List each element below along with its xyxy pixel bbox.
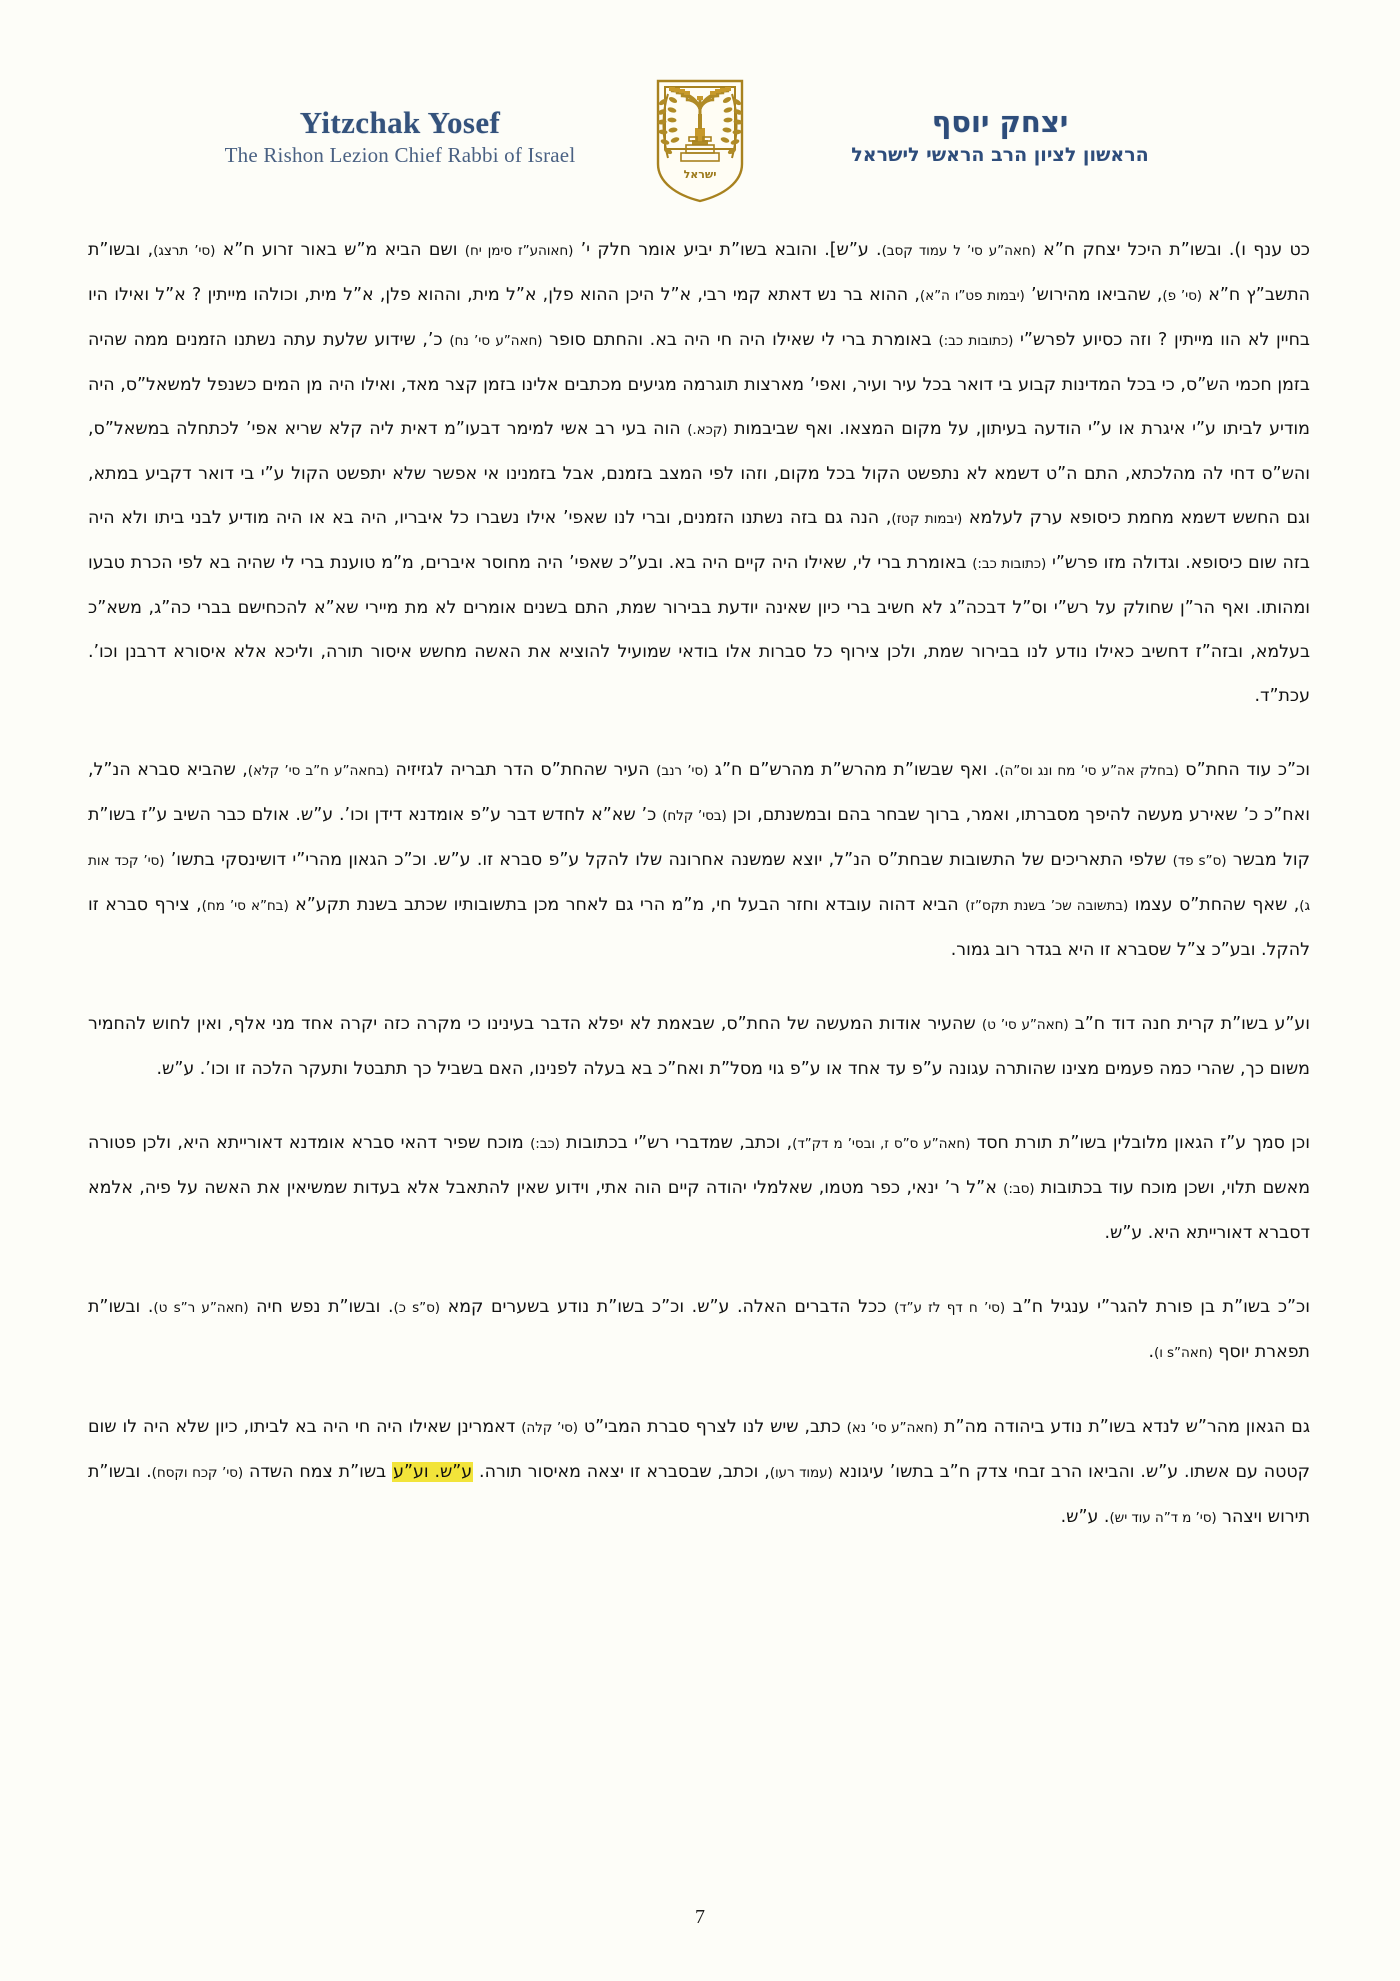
paragraph (88, 1285, 1310, 1375)
source-citation: (כב:) (530, 1136, 560, 1152)
source-citation: (ס”s כ) (393, 1300, 440, 1316)
source-citation: (חאה”ע סי’ נא) (846, 1420, 939, 1436)
letterhead-hebrew-block (765, 78, 1235, 167)
body-run: . ע”ש]. והובא בשו”ת יביע אומר חלק י’ (573, 240, 882, 260)
svg-text:ישראל: ישראל (683, 168, 717, 181)
chief-rabbi-title-hebrew: הראשון לציון הרב הראשי לישראל (851, 144, 1149, 167)
paragraph (88, 1002, 1310, 1091)
source-citation: (סי’ פ) (1162, 288, 1202, 304)
body-run: כט ענף ו). ובשו”ת היכל יצחק ח”א (1035, 240, 1310, 260)
source-citation: (סי’ רנב) (656, 763, 709, 779)
paragraph (88, 228, 1310, 718)
source-citation: (יבמות קטז) (891, 511, 963, 527)
body-run: . ואף שבשו”ת מהרש”ת מהרש”ם ח”ג (708, 760, 1000, 780)
body-run: מוכח שפיר דהאי סברא אומדנא דאורייתא היא, ולכן פטורה מאשם תלוי, ושכן מוכח עוד בכתובות (88, 1133, 1311, 1198)
body-run: , וכתב, שמדברי רש”י בכתובות (559, 1133, 793, 1153)
body-run: . ובשו”ת נפש חיה (248, 1297, 394, 1317)
source-citation: (חאה”ע ס”ס ז, ובסי’ מ דק”ד) (792, 1136, 971, 1152)
body-run: ככל הדברים האלה. ע”ש. וכ”כ בשו”ת נודע בשערים קמא (440, 1297, 895, 1317)
body-run: כ’ שא”א לחדש דבר ע”פ אומדנא דידן וכו’. ע”ש. אולם כבר השיב ע”ז בשו”ת קול מבשר (88, 805, 1310, 870)
source-citation: (סב:) (1003, 1181, 1035, 1197)
body-run: , שהביא סברא הנ”ל, ואח”כ כ’ שאירע מעשה להיפך מסברתו, ואמר, ברוך שבחר בהם ובמשנתם, וכן (88, 760, 1310, 825)
body-run: וכ”כ בשו”ת בן פורת להגר”י ענגיל ח”ב (1005, 1297, 1310, 1317)
body-run: . (1148, 1342, 1155, 1362)
letterhead (0, 78, 1400, 198)
source-citation: (סי’ קכח וקסח) (151, 1465, 244, 1481)
body-run: באומרת ברי לי שאילו היה חי היה בא. והחתם סופר (542, 330, 939, 350)
body-run: שלפי התאריכים של התשובות שבחת”ס הנ”ל, יוצא שמשנה אחרונה שלו להקל ע”פ סברא זו. ע”ש. וכ”כ הגאון מהרי”י דושינסקי בתשו’ (164, 850, 1173, 870)
body-run: א”ל ר’ ינאי, כפר מטמו, שאלמלי יהודה קיים הוה אתי, וידוע שאין להתאבל אלא בעדות שמשיאין את האשה על פיה, אלמא דסברא דאורייתא היא. ע”ש. (88, 1178, 1310, 1243)
emblem-container (635, 78, 765, 204)
body-run: . ובשו”ת תירוש ויצהר (88, 1462, 1310, 1527)
source-citation: (בסי’ קלח) (662, 808, 727, 824)
source-citation: (סי’ מ ד”ה עוד יש) (1109, 1510, 1217, 1526)
body-run: , שהביאו מהירוש’ (1024, 285, 1163, 305)
source-citation: (בחאה”ע ח”ב סי’ קלא) (247, 763, 389, 779)
source-citation: (בח”א סי’ מח) (201, 898, 289, 914)
source-citation: (חאוהע”ז סימן יח) (464, 243, 574, 259)
source-citation: (חאה”ע סי’ ל עמוד קסב) (881, 243, 1036, 259)
source-citation: (סי’ תרצג) (153, 243, 216, 259)
source-citation: (כתובות כב:) (972, 556, 1047, 572)
source-citation: (בתשובה שכ’ בשנת תקס”ז) (965, 898, 1129, 914)
source-citation: (יבמות פט”ו ה”א) (919, 288, 1025, 304)
body-run: גם הגאון מהר”ש לנדא בשו”ת נודע ביהודה מה”ת (938, 1417, 1310, 1437)
state-emblem-of-israel-icon (648, 78, 752, 204)
source-citation: (סי’ קלה) (521, 1420, 578, 1436)
source-citation: (עמוד רעו) (769, 1465, 833, 1481)
body-run: , שאף שהחת”ס עצמו (1128, 895, 1300, 915)
source-citation: (קכא.) (687, 422, 728, 438)
chief-rabbi-name-hebrew: יצחק יוסף (931, 105, 1069, 139)
body-run: . ובשו”ת תפארת יוסף (88, 1297, 1310, 1362)
letterhead-english-block (165, 78, 635, 167)
body-run: ושם הביא מ”ש באור זרוע ח”א (215, 240, 465, 260)
body-run: , ההוא בר נש דאתא קמי רבי, א”ל היכן ההוא פלן, א”ל מית, וההוא פלן, א”ל מית, וכולהו מייתין ? א”ל ואילו היו בחיין לא הוו מייתין ? וזה כסיוע לפרש”י (88, 285, 1310, 350)
body-run: כתב, שיש לנו לצרף סברת המבי”ט (578, 1417, 847, 1437)
paragraph (88, 1405, 1310, 1540)
body-run: , ובשו”ת התשב”ץ ח”א (88, 240, 1310, 305)
source-citation: (כתובות כב:) (938, 333, 1014, 349)
source-citation: (חאה”ע ר”s ט) (153, 1300, 249, 1316)
source-citation: (חאה”ע סי’ נח) (449, 333, 543, 349)
body-run: וע”ע בשו”ת קרית חנה דוד ח”ב (1068, 1014, 1310, 1034)
source-citation: (סי’ ח דף לז ע”ד) (894, 1300, 1006, 1316)
body-run: וכ”כ עוד החת”ס (1178, 760, 1310, 780)
responsum-body (88, 228, 1310, 1540)
source-citation: (סי’ קכד אות ג) (88, 853, 1310, 914)
paragraph (88, 748, 1310, 972)
source-citation: (חאה”ע סי’ ט) (981, 1017, 1069, 1033)
body-run: שהעיר אודות המעשה של החת”ס, שבאמת לא יפלא הדבר בעינינו כי מקרה כזה יקרה אחד מני אלף, ואין לחוש להחמיר משום כך, שהרי כמה פעמים מצינו שהותרה עגונה ע”פ עד אחד או ע”פ גוי מסל”ת ואח”כ בא בעלה לפנינו, האם בשביל כך תתבטל ותעקר הלכה זו וכו’. ע”ש. (88, 1014, 1310, 1079)
body-run: הוה בעי רב אשי למימר דבעו”מ דאית ליה קלא שריא אפי’ לכתחלה במשאל”ס, והש”ס דחי לה מהלכתא, התם ה”ט דשמא לא נתפשט הקול בכל מקום, וזהו לפי המצב בזמנם, אבל בזמנינו אי אפשר שלא יתפשט הקול ע”י בי דואר דקביע במתא, וגם החשש דשמא מחמת כיסופא ערק לעלמא (88, 419, 1311, 528)
highlighted-text: ע”ש. וע”ע (393, 1462, 473, 1482)
body-run: , וכתב, שבסברא זו יצאה מאיסור תורה. (473, 1462, 770, 1482)
body-run: וכן סמך ע”ז הגאון מלובלין בשו”ת תורת חסד (970, 1133, 1310, 1153)
page-number: 7 (695, 1906, 705, 1928)
body-run: הביא דהוה עובדא וחזר הבעל חי, מ”מ הרי גם לאחר מכן בתשובותיו שכתב בשנת תקע”א (288, 895, 966, 915)
source-citation: (חאה”s ו) (1154, 1345, 1213, 1361)
source-citation: (בחלק אה”ע סי’ מח ונג וס”ה) (999, 763, 1179, 779)
body-run: כ’, שידוע שלעת עתה נשתנו הזמנים ממה שהיה בזמן חכמי הש”ס, כי בכל המדינות קבוע בי דואר בכל עיר ועיר, ואפי’ מארצות תוגרמה מגיעים מכתבים אלינו בזמן קצר מאד, ואילו היה מן המים כשנפל למשאל”ס, היה מודיע לביתו ע”י איגרת או ע”י הודעה בעיתון, על מקום המצאו. ואף שביבמות (88, 330, 1310, 439)
source-citation: (ס”s פד) (1172, 853, 1227, 869)
paragraph (88, 1121, 1310, 1255)
body-run: בשו”ת צמח השדה (243, 1462, 393, 1482)
body-run: באומרת ברי לי, שאילו היה קיים היה בא. ובע”כ שאפי’ היה מחוסר איברים, מ”מ טוענת ברי לי שהיה בא לפי הכרת טבעו ומהותו. ואף הר”ן שחולק על רש”י וס”ל דבכה”ג לא חשיב ברי כיון שאינה יודעת בבירור שמת, התם בשנים אומרים לא מת מיירי שא”א להכחישם בברי כה”ג, משא”כ בעלמא, ובזה”ז דחשיב כאילו נודע לנו בבירור שמת, ולכן צירוף כל סברות אלו בודאי שמועיל להוציא את האשה מחשש איסור תורה, וליכא אלא איסורא דרבנן וכו’. עכת”ד. (88, 553, 1310, 706)
body-run: דאמרינן שאילו היה חי היה בא לביתו, כיון שלא היה לו שום קטטה עם אשתו. ע”ש. והביאו הרב זבחי צדק ח”ב בתשו’ עיגונא (88, 1417, 1310, 1482)
body-run: העיר שהחת”ס הדר תבריה לגזיזיה (388, 760, 657, 780)
body-run: . ע”ש. (1060, 1507, 1110, 1527)
chief-rabbi-name-english: Yitzchak Yosef (299, 105, 501, 140)
chief-rabbi-title-english: The Rishon Lezion Chief Rabbi of Israel (224, 143, 576, 168)
body-run: , צירף סברא זו להקל. ובע”כ צ”ל שסברא זו היא בגדר רוב גמור. (88, 895, 1310, 960)
body-run: , הנה גם בזה נשתנו הזמנים, וברי לנו שאפי’ אילו נשברו כל איבריו, היה בא או היה מודיע לבני ביתו ולא היה בזה שום כיסופא. וגדולה מזו פרש”י (88, 508, 1310, 573)
